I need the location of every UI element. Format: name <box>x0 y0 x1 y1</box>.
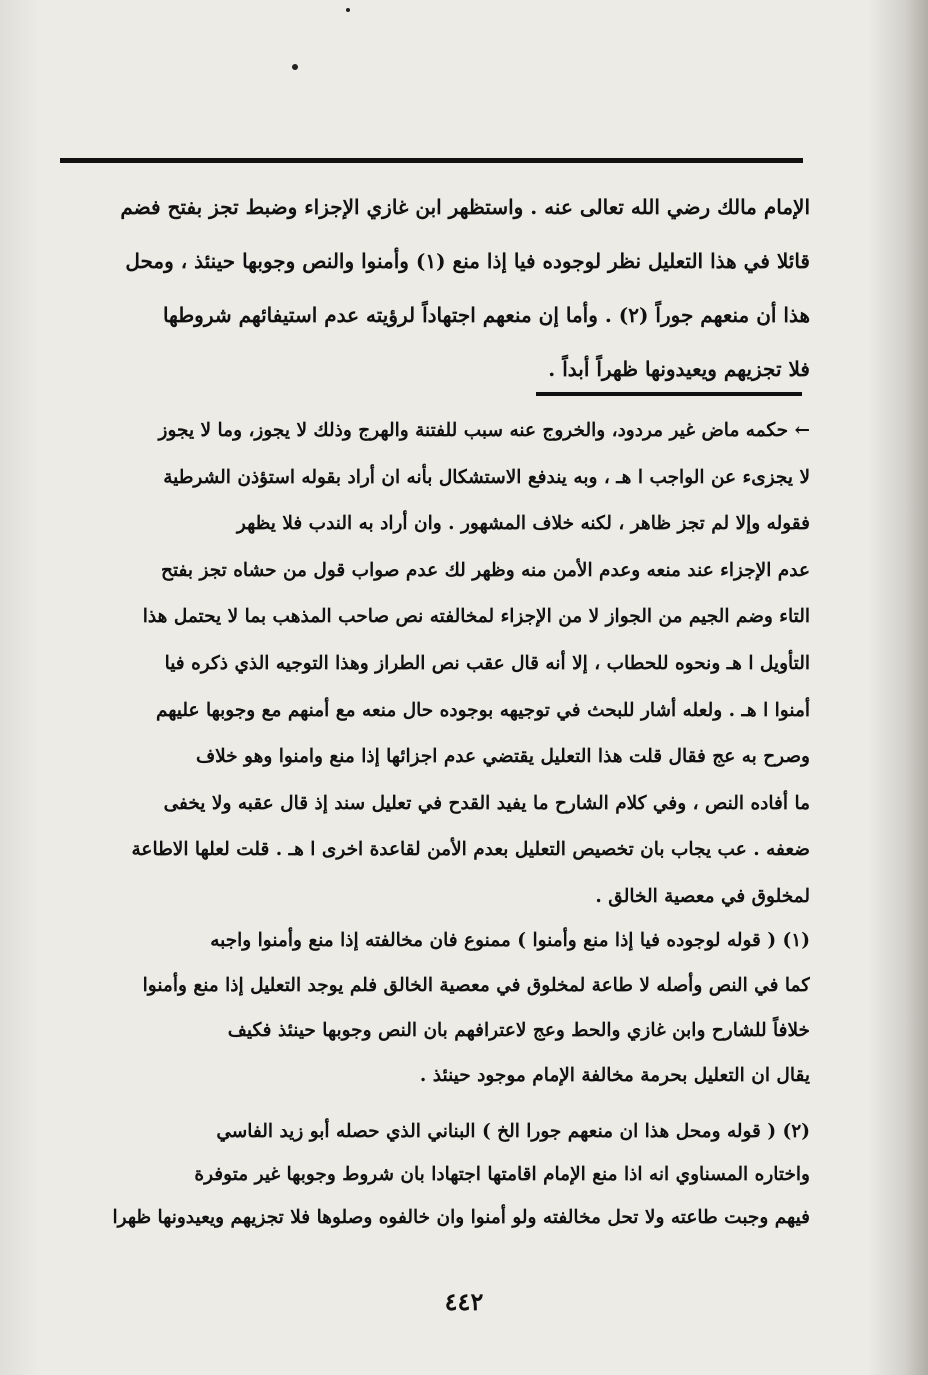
commentary-line: لا يجزىء عن الواجب ا هـ ، وبه يندفع الاستشكال بأنه ان أراد بقوله استؤذن الشرطية <box>163 466 810 488</box>
footnote-line: (١) ( قوله لوجوده فيا إذا منع وأمنوا ) ممنوع فان مخالفته إذا منع وأمنوا واجبه <box>210 930 810 951</box>
footnote-line: خلافاً للشارح وابن غازي والحط وعج لاعترافهم بان النص وجوبها حينئذ فكيف <box>227 1020 810 1041</box>
footnote-2 <box>110 1110 810 1239</box>
commentary-line: ضعفه . عب يجاب بان تخصيص التعليل بعدم الأمن لقاعدة اخرى ا هـ . قلت لعلها الاطاعة <box>131 839 810 861</box>
footnote-line: (٢) ( قوله ومحل هذا ان منعهم جورا الخ ) البناني الذي حصله أبو زيد الفاسي <box>216 1121 810 1142</box>
section-divider <box>536 392 802 396</box>
footnote-line: واختاره المسناوي انه اذا منع الإمام اقامتها اجتهادا بان شروط وجوبها غير متوفرة <box>194 1164 810 1185</box>
main-text <box>110 180 810 396</box>
commentary-line: عدم الإجزاء عند منعه وعدم الأمن منه وظهر لك عدم صواب قول من حشاه تجز بفتح <box>161 559 810 581</box>
main-text-line: هذا أن منعهم جوراً (٢) . وأما إن منعهم اجتهاداً لرؤيته عدم استيفائهم شروطها <box>162 303 810 327</box>
commentary-line: فقوله وإلا لم تجز ظاهر ، لكنه خلاف المشهور . وان أراد به الندب فلا يظهر <box>236 513 810 535</box>
header-rule <box>60 158 803 163</box>
page-shadow-left <box>0 0 40 1375</box>
footnote-line: فيهم وجبت طاعته ولا تحل مخالفته ولو أمنوا وان خالفوه وصلوها فلا تجزيهم ويعيدونها ظهرا <box>112 1207 810 1228</box>
commentary-line: أمنوا ا هـ . ولعله أشار للبحث في توجيهه بوجوده حال منعه مع أمنهم مع وجوبها عليهم <box>155 699 810 721</box>
main-text-line: فلا تجزيهم ويعيدونها ظهراً أبداً . <box>548 357 810 381</box>
footnote-line: يقال ان التعليل بحرمة مخالفة الإمام موجود حينئذ . <box>419 1065 810 1086</box>
main-text-line: قائلا في هذا التعليل نظر لوجوده فيا إذا منع (١) وأمنوا والنص وجوبها حينئذ ، ومحل <box>125 249 810 273</box>
ink-speck <box>346 8 350 12</box>
commentary-line: وصرح به عج فقال قلت هذا التعليل يقتضي عدم اجزائها إذا منع وامنوا وهو خلاف <box>195 746 810 768</box>
ink-speck <box>292 64 298 70</box>
commentary-line: ← حكمه ماض غير مردود، والخروج عنه سبب للفتنة والهرج وذلك لا يجوز، وما لا يجوز <box>158 420 810 441</box>
commentary-line: التأويل ا هـ ونحوه للحطاب ، إلا أنه قال عقب نص الطراز وهذا التوجيه الذي ذكره فيا <box>164 652 810 674</box>
footnote-1 <box>110 918 810 1098</box>
footnote-line: كما في النص وأصله لا طاعة لمخلوق في معصية الخالق فلم يوجد التعليل إذا منع وأمنوا <box>142 975 810 996</box>
main-text-line: الإمام مالك رضي الله تعالى عنه . واستظهر ابن غازي الإجزاء وضبط تجز بفتح فضم <box>120 195 810 219</box>
page-number: ٤٤٢ <box>444 1287 484 1316</box>
page-shadow-right <box>868 0 928 1375</box>
commentary-line: لمخلوق في معصية الخالق . <box>595 885 810 907</box>
commentary-line: ما أفاده النص ، وفي كلام الشارح ما يفيد القدح في تعليل سند إذ قال عقبه ولا يخفى <box>163 792 810 814</box>
commentary-line: التاء وضم الجيم من الجواز لا من الإجزاء لمخالفته نص صاحب المذهب بما لا يحتمل هذا <box>142 606 810 628</box>
commentary <box>110 408 810 921</box>
